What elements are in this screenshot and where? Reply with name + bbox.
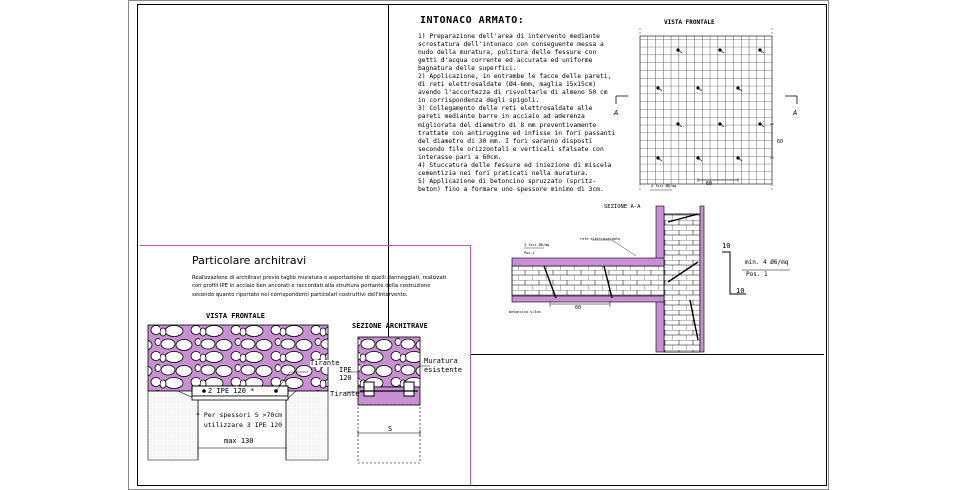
- intonaco-step-5: 5) Applicazione di betoncino spruzzato (spritz-beton) fino a formare uno spessore minimo di 3cm.: [418, 177, 604, 193]
- section-mark-left: A: [614, 109, 619, 117]
- section-mark-right: A: [793, 109, 798, 117]
- intonaco-step-4: 4) Stuccatura delle fessure ed iniezione di miscela cementizia nei fori praticati nella muratura.: [418, 161, 612, 177]
- label-net: rete elettrosaldata: [580, 237, 621, 241]
- vista-frontale-right-title: VISTA FRONTALE: [664, 19, 715, 26]
- label-muratura: Muratura esistente: [424, 357, 462, 374]
- label-holes: 4 fori Ø8/mq: [524, 243, 550, 247]
- vista-frontale-title: VISTA FRONTALE: [206, 312, 266, 320]
- detail-pos: Pos. 1: [746, 271, 768, 278]
- sezione-architrave-title: SEZIONE ARCHITRAVE: [352, 322, 428, 330]
- label-ipe: IPE 120: [339, 366, 352, 382]
- dim-width: max 130: [224, 437, 254, 445]
- note-line1: * Per spessori S >70cm: [196, 411, 283, 419]
- holes-note: 4 fori Ø8/mq: [651, 184, 677, 188]
- detail-dim-bottom: 10: [736, 287, 745, 295]
- dim-s: S: [388, 425, 393, 433]
- hook-detail: [722, 252, 790, 294]
- intonaco-step-3: 3) Collegamento delle reti elettrosaldate alle pareti mediante barre in acciaio ad aderenza migliorata del diametro di 8 mm preventivamente trattate con antiruggine ed infisse in fori passanti del diametro di 30 mm. I fori saranno disposti secondo file orizzontali e verticali sfalsate con interasse pari a 60cm.: [418, 105, 616, 161]
- label-plaster: betoncino s=3cm: [509, 310, 541, 314]
- architravi-title: Particolare architravi: [192, 254, 307, 267]
- dim-vertical-60: 60: [777, 139, 784, 145]
- detail-dim-top: 10: [722, 242, 731, 250]
- label-tirante-2: Tirante: [330, 390, 360, 398]
- sezione-aa-drawing: [512, 206, 704, 352]
- intonaco-step-2: 2) Applicazione, in entrambe le facce delle pareti, di reti elettrosaldate (Ø4-6mm, maglia 15x15cm) avendo l'accortezza di risvoltarle di almeno 50 cm in corrispondenza degli spigoli.: [418, 73, 612, 105]
- architravi-description: Realizzazione di architravi previo taglio muratura e asportazione di quelli danneggiati, realizzati con profili IPE in acciaio ben ancorati e raccordati alla struttura portante della costruzione secondo quanto riportato nei corrispondenti particolari costruttivi dell'intervento.: [192, 275, 447, 298]
- detail-spec: min. 4 Ø6/mq: [745, 259, 789, 266]
- note-line2: utilizzare 3 IPE 120: [196, 421, 283, 429]
- label-tirante: Tirante: [310, 359, 340, 367]
- sezione-dim-60: 60: [575, 305, 582, 311]
- sezione-aa-title: SEZIONE A-A: [604, 204, 641, 210]
- label-pos: Pos.1: [524, 251, 535, 255]
- architrave-section: [346, 337, 430, 463]
- intonaco-title: INTONACO ARMATO:: [420, 15, 525, 26]
- intonaco-step-1: 1) Preparazione dell'area di intervento mediante scrostatura dell'intonaco con conseguente messa a nudo della muratura, pulitura delle fessure con getti d'acqua corrente ed accurata ed uniforme bagnatura delle superfici.: [418, 33, 604, 73]
- label-beam: 2 IPE 120 *: [208, 387, 255, 395]
- mesh-grid: [616, 28, 797, 192]
